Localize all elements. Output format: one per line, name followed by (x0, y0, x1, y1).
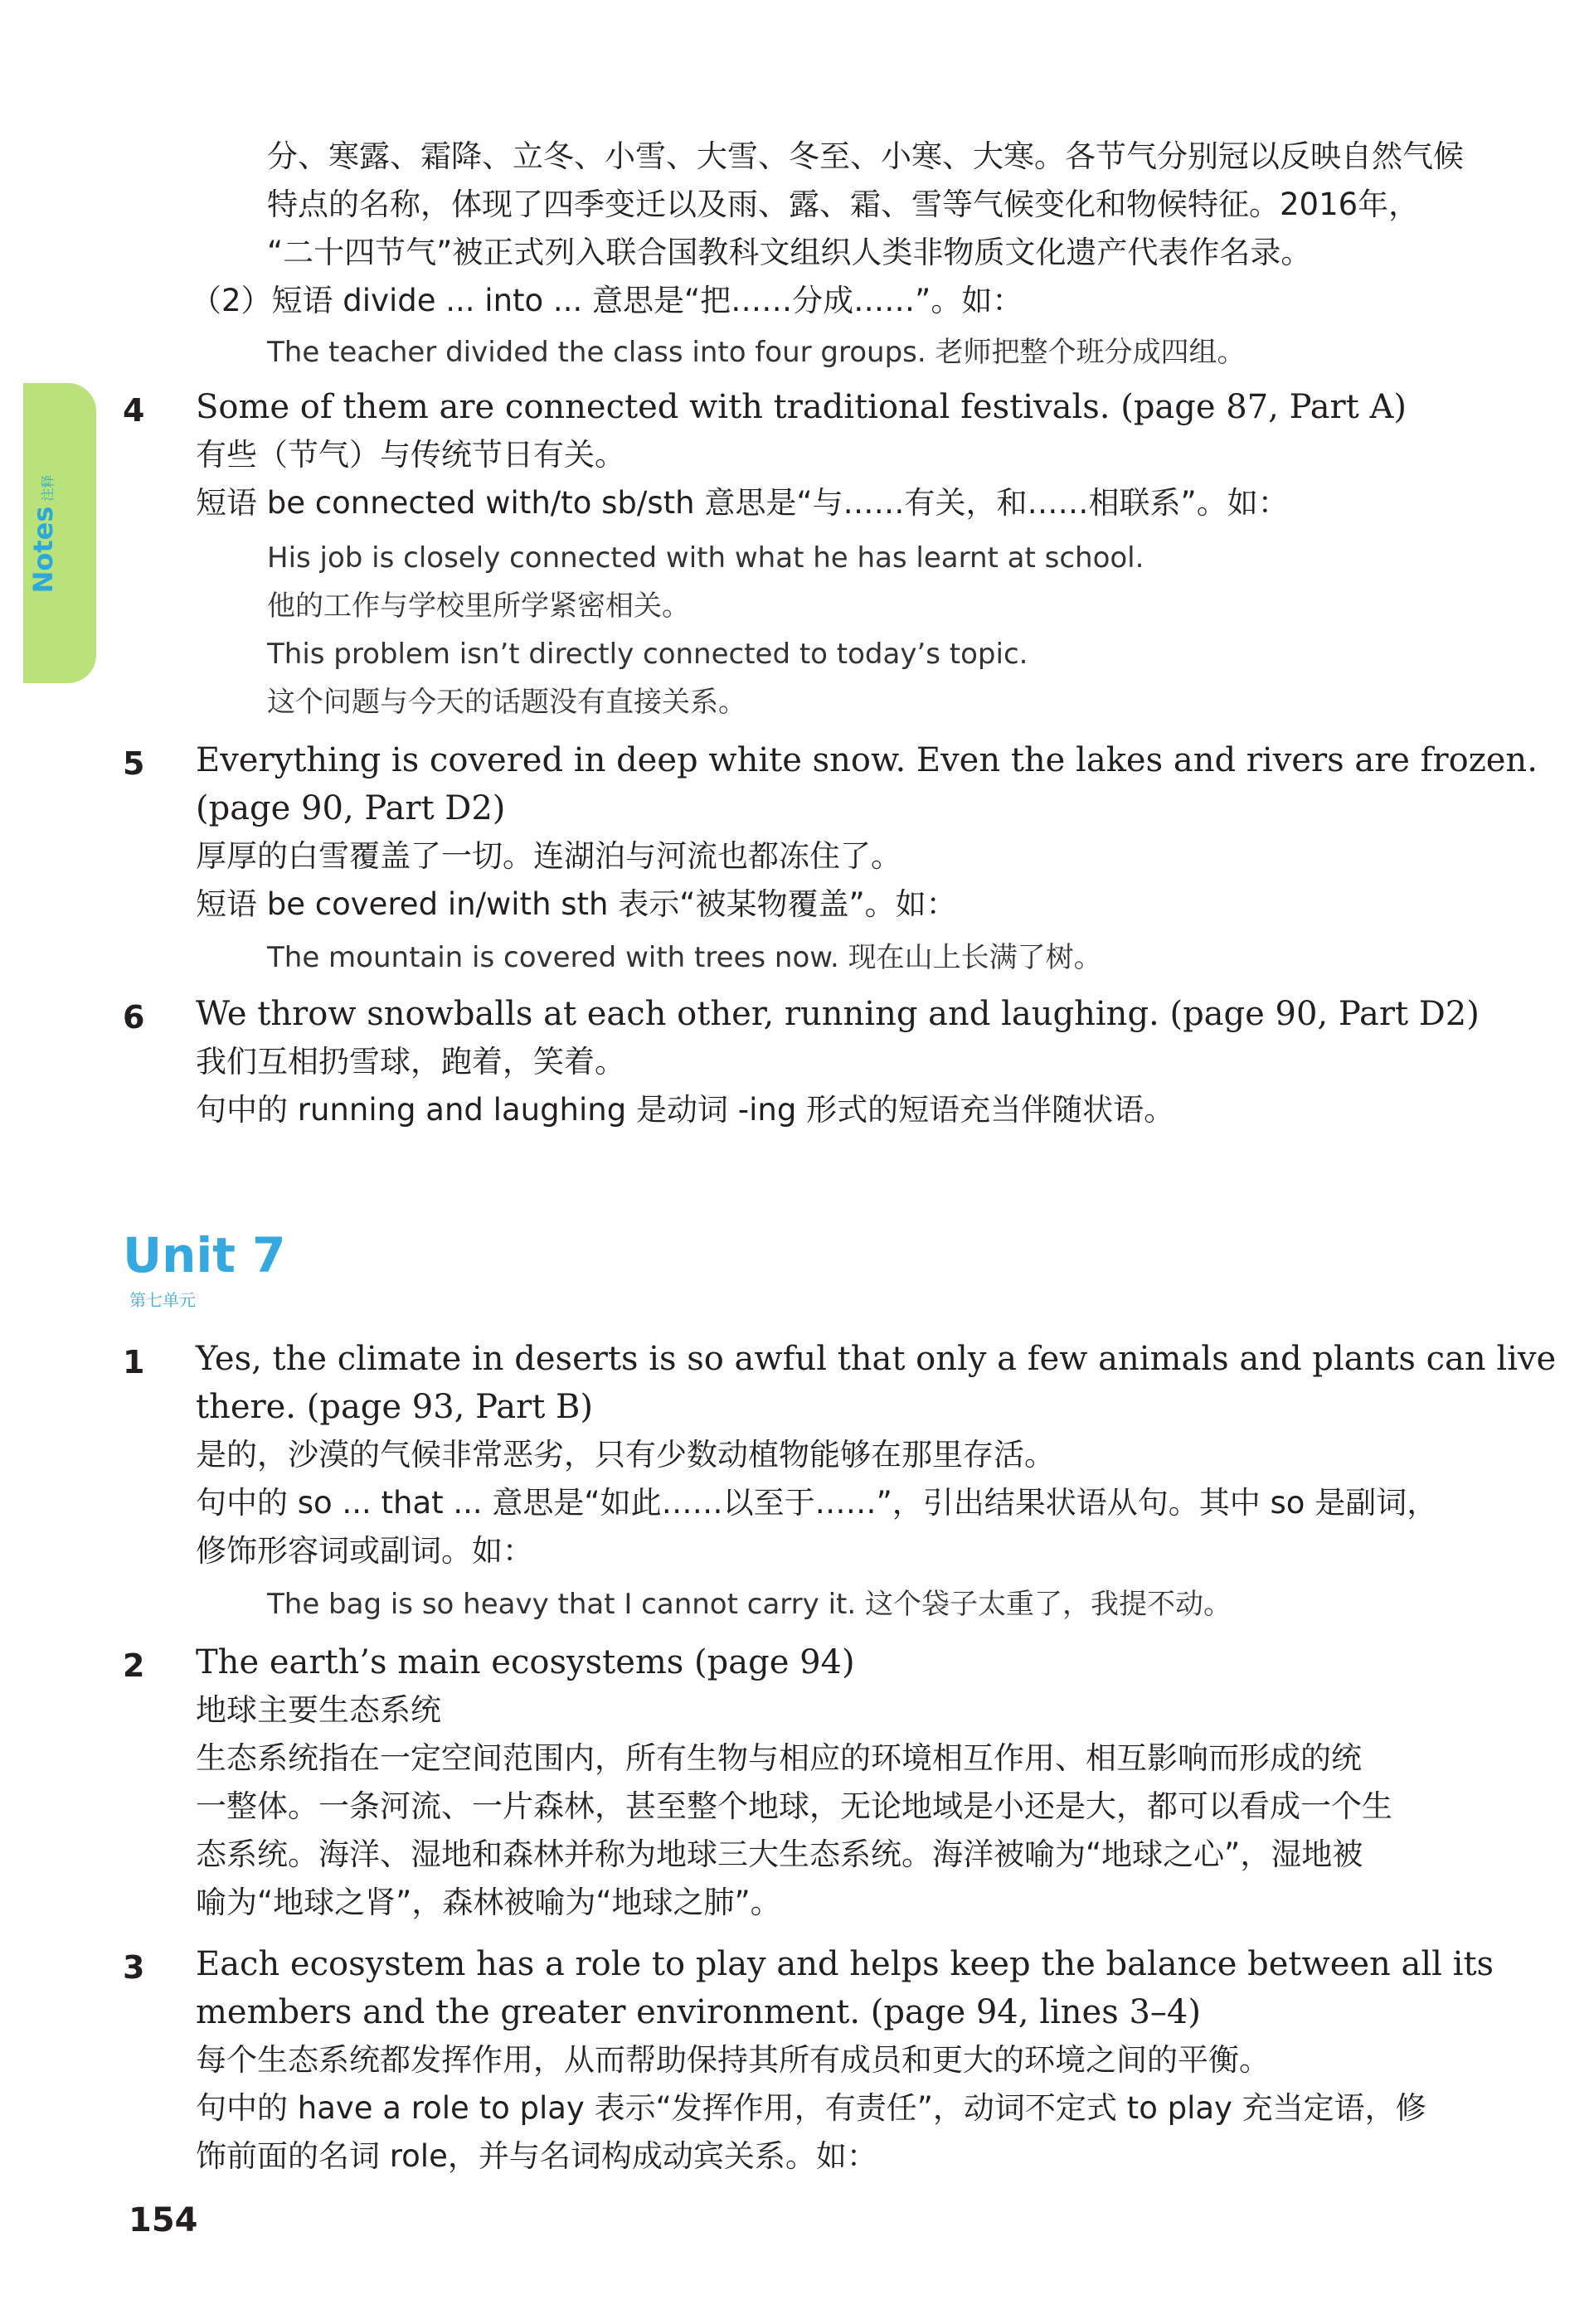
notes-tab-label: Notes注释 (27, 474, 59, 594)
note-explanation: 句中的 have a role to play 表示“发挥作用，有责任”，动词不定式 to play 充当定语，修 (196, 2090, 1426, 2126)
example-line: His job is closely connected with what he has learnt at school. (267, 541, 1144, 575)
chinese-translation: 每个生态系统都发挥作用，从而帮助保持其所有成员和更大的环境之间的平衡。 (196, 2042, 1270, 2078)
note-number: 1 (123, 1344, 145, 1380)
page-number: 154 (129, 2201, 198, 2239)
unit-title: Unit 7 (123, 1227, 286, 1283)
english-sentence: Everything is covered in deep white snow. Even the lakes and rivers are frozen. (196, 741, 1538, 779)
example-line: 他的工作与学校里所学紧密相关。 (267, 589, 690, 623)
note-explanation: 修饰形容词或副词。如： (196, 1533, 533, 1569)
note-number: 4 (123, 392, 145, 429)
english-sentence: there. (page 93, Part B) (196, 1388, 593, 1426)
note-explanation: 饰前面的名词 role，并与名词构成动宾关系。如： (196, 2138, 877, 2174)
unit-subtitle: 第七单元 (129, 1290, 196, 1310)
english-sentence: members and the greater environment. (page 94, lines 3–4) (196, 1993, 1201, 2031)
sub-point-2: （2）短语 divide ... into ... 意思是“把……分成……”。如： (191, 283, 1023, 318)
english-sentence: Yes, the climate in deserts is so awful that only a few animals and plants can live (196, 1340, 1557, 1378)
note-explanation: 一整体。一条河流、一片森林，甚至整个地球，无论地域是小还是大，都可以看成一个生 (196, 1788, 1392, 1824)
note-explanation: 句中的 so ... that ... 意思是“如此……以至于……”，引出结果状语从句。其中 so 是副词， (196, 1485, 1438, 1521)
note-number: 5 (123, 745, 145, 782)
chinese-translation: 是的，沙漠的气候非常恶劣，只有少数动植物能够在那里存活。 (196, 1437, 1055, 1473)
note-explanation: 态系统。海洋、湿地和森林并称为地球三大生态系统。海洋被喻为“地球之心”，湿地被 (196, 1836, 1363, 1872)
english-sentence: Each ecosystem has a role to play and helps keep the balance between all its (196, 1945, 1494, 1983)
chinese-translation: 地球主要生态系统 (196, 1692, 441, 1728)
english-sentence: The earth’s main ecosystems (page 94) (196, 1643, 855, 1681)
english-sentence: Some of them are connected with traditional festivals. (page 87, Part A) (196, 388, 1407, 426)
text-line: 特点的名称，体现了四季变迁以及雨、露、霜、雪等气候变化和物候特征。2016年， (267, 187, 1420, 222)
example-line: The mountain is covered with trees now. 现在山上长满了树。 (267, 941, 1102, 974)
note-number: 3 (123, 1949, 145, 1986)
english-sentence: We throw snowballs at each other, running and laughing. (page 90, Part D2) (196, 995, 1480, 1033)
chinese-translation: 厚厚的白雪覆盖了一切。连湖泊与河流也都冻住了。 (196, 838, 901, 874)
note-explanation: 喻为“地球之肾”，森林被喻为“地球之肺”。 (196, 1885, 781, 1920)
example-line: The teacher divided the class into four groups. 老师把整个班分成四组。 (267, 336, 1246, 369)
example-line: This problem isn’t directly connected to today’s topic. (267, 638, 1028, 671)
text-line: “二十四节气”被正式列入联合国教科文组织人类非物质文化遗产代表作名录。 (267, 235, 1312, 270)
example-line: The bag is so heavy that I cannot carry it. 这个袋子太重了，我提不动。 (267, 1588, 1232, 1621)
note-explanation: 短语 be covered in/with sth 表示“被某物覆盖”。如： (196, 886, 957, 922)
note-explanation: 句中的 running and laughing 是动词 -ing 形式的短语充当伴随状语。 (196, 1092, 1175, 1128)
note-explanation: 短语 be connected with/to sb/sth 意思是“与……有关，和……相联系”。如： (196, 485, 1289, 521)
chinese-translation: 有些（节气）与传统节日有关。 (196, 437, 625, 473)
chinese-translation: 我们互相扔雪球，跑着，笑着。 (196, 1044, 625, 1080)
english-sentence: (page 90, Part D2) (196, 789, 506, 827)
example-line: 这个问题与今天的话题没有直接关系。 (267, 686, 746, 719)
note-number: 2 (123, 1647, 145, 1684)
note-explanation: 生态系统指在一定空间范围内，所有生物与相应的环境相互作用、相互影响而形成的统 (196, 1740, 1362, 1776)
text-line: 分、寒露、霜降、立冬、小雪、大雪、冬至、小寒、大寒。各节气分别冠以反映自然气候 (267, 138, 1464, 174)
note-number: 6 (123, 999, 145, 1036)
